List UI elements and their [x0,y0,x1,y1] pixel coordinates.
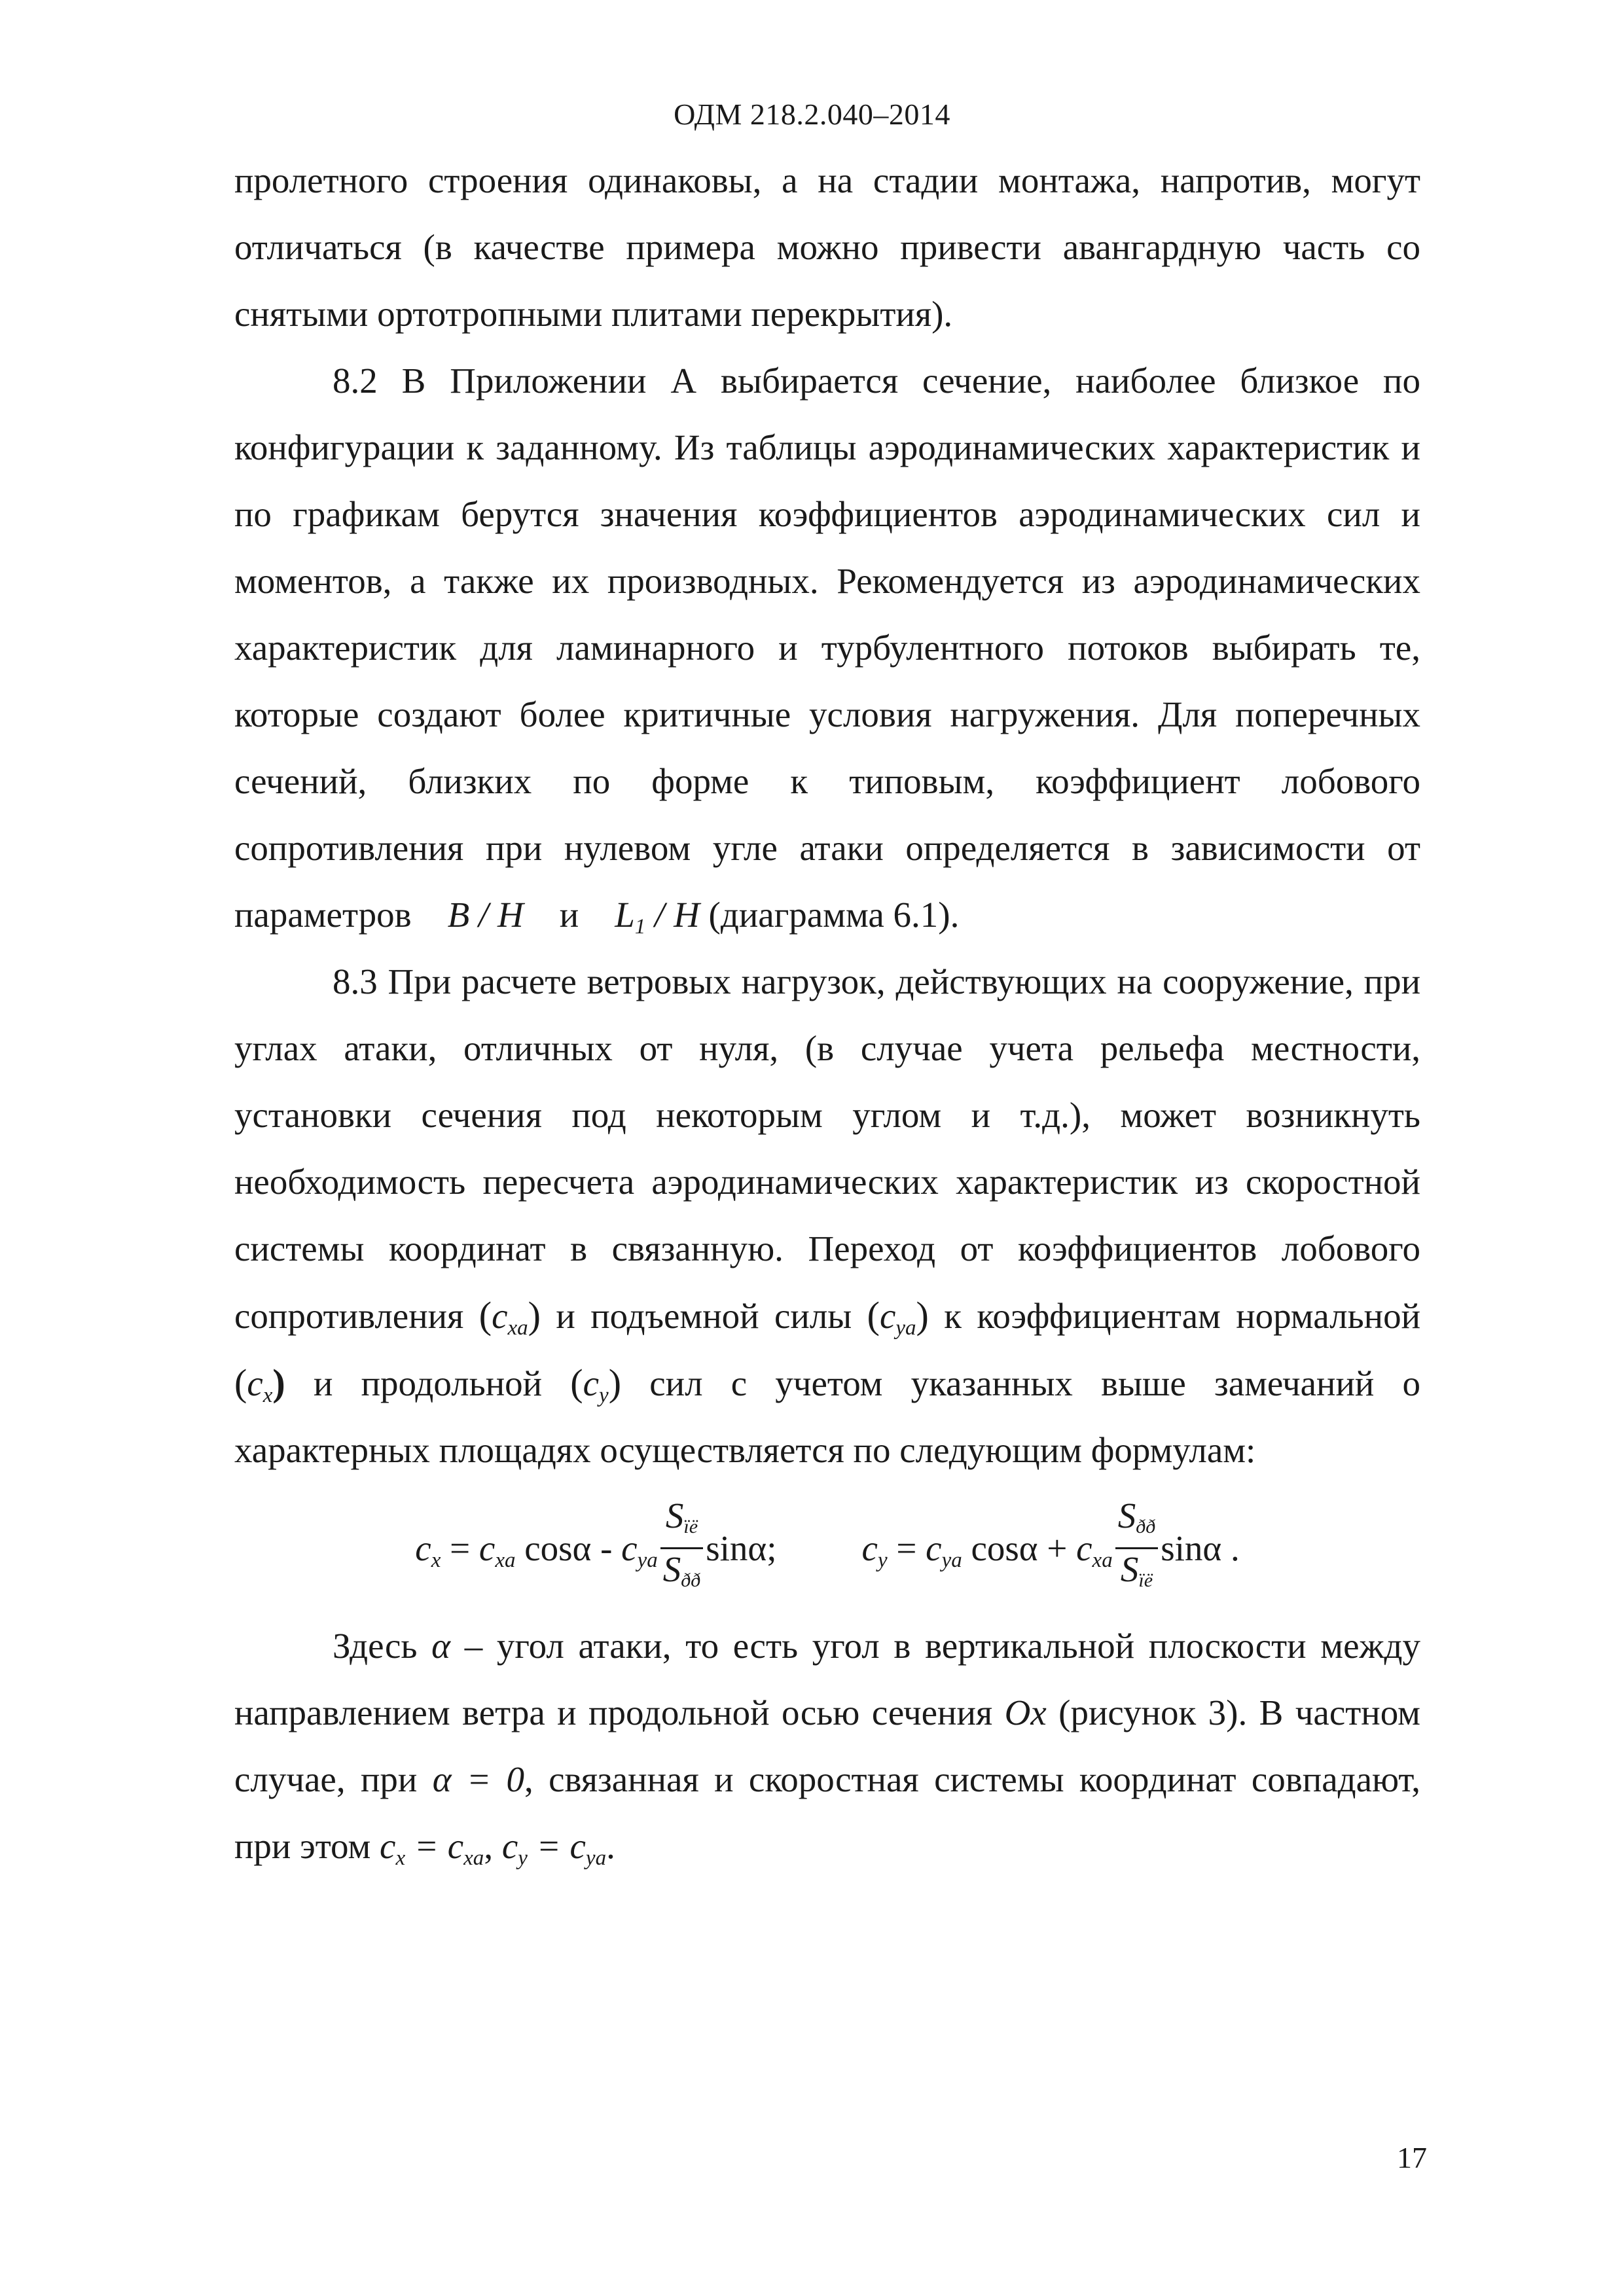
paragraph-8-2 [234,348,1420,948]
formula-cy: $c_y = c_{ya}$ $\cos\alpha + c_{xa}$ [861,1528,1113,1572]
fraction-area-ratio-2: $\frac{S_{ðð}}{S_{ïë}}$ [1115,1496,1159,1601]
paragraph-definition: Здесь α – угол атаки, то есть угол в вертикальной плоскости между направлением ветра и продольной осью сечения Ox (рисунок 3). В частном случае, при α = 0, связанная и скоростная системы координат совпадают, при этом $c_x = c_{xa}$, $c_y = c_{ya}$. [234,1626,1421,1870]
symbol-cxa: $c_{xa}$ [492,1296,528,1340]
conjunction-and: и [559,895,579,935]
diagram-reference: (диаграмма 6.1). [708,895,960,935]
symbol-cx: $c_x$ [247,1363,273,1407]
paragraph-8-2-text: 8.2 В Приложении А выбирается сечение, наиболее близкое по конфигурации к заданному. Из таблицы аэродинамических характеристик и по графикам берутся значения коэффициентов аэродинамических сил и моментов, а также их производных. Рекомендуется из аэродинамических характеристик для ламинарного и турбулентного потоков выбирать те, которые создают более критичные условия нагружения. Для поперечных сечений, близких по форме к типовым, коэффициент лобового сопротивления при нулевом угле атаки определяется в зависимости от параметров [234,361,1420,935]
body-text [234,147,1420,1880]
fraction-area-ratio-1: $\frac{S_{ïë}}{S_{ðð}}$ [660,1496,704,1601]
formula-block [234,1484,1420,1613]
symbol-ox: Ox [1004,1693,1047,1732]
paragraph-8-3: 8.3 При расчете ветровых нагрузок, действующих на сооружение, при углах атаки, отличных от нуля, (в случае учета рельефа местности, установки сечения под некоторым углом и т.д.), может возникнуть необходимость пересчета аэродинамических характеристик из скоростной системы координат в связанную. Переход от коэффициентов лобового сопротивления $(c_{xa})$ и подъемной силы $(c_{ya})$ к коэффициентам нормальной $(c_x)$ и продольной $(c_y)$ сил с учетом указанных выше замечаний о характерных площадях осуществляется по следующим формулам: [234,961,1421,1470]
math-b-over-h: B / H [447,895,524,935]
document-header-code: ОДМ 218.2.040–2014 [674,98,950,131]
symbol-alpha: α [431,1626,451,1666]
symbol-alpha-zero: α = 0 [432,1759,524,1799]
symbol-cy: $c_y$ [583,1363,609,1407]
formula-cx-sin: sinα; [706,1528,777,1568]
paragraph-continuation: пролетного строения одинаковы, а на стадии монтажа, напротив, могут отличаться (в качестве примера можно привести авангардную часть со снятыми ортотропными плитами перекрытия). [234,160,1420,334]
page-number: 17 [1397,2141,1427,2174]
formula-cy-sin: sinα . [1161,1528,1240,1568]
symbol-cya: $c_{ya}$ [879,1296,916,1340]
equation-cx-cxa: $c_x = c_{xa}$ [380,1826,484,1870]
equation-cy-cya: $c_y = c_{ya}$ [501,1826,607,1870]
math-l1-over-h: $L_1$ / H [615,895,700,939]
formula-cx: $c_x = c_{xa}$ cosα - $c_{ya}$ [415,1528,658,1572]
